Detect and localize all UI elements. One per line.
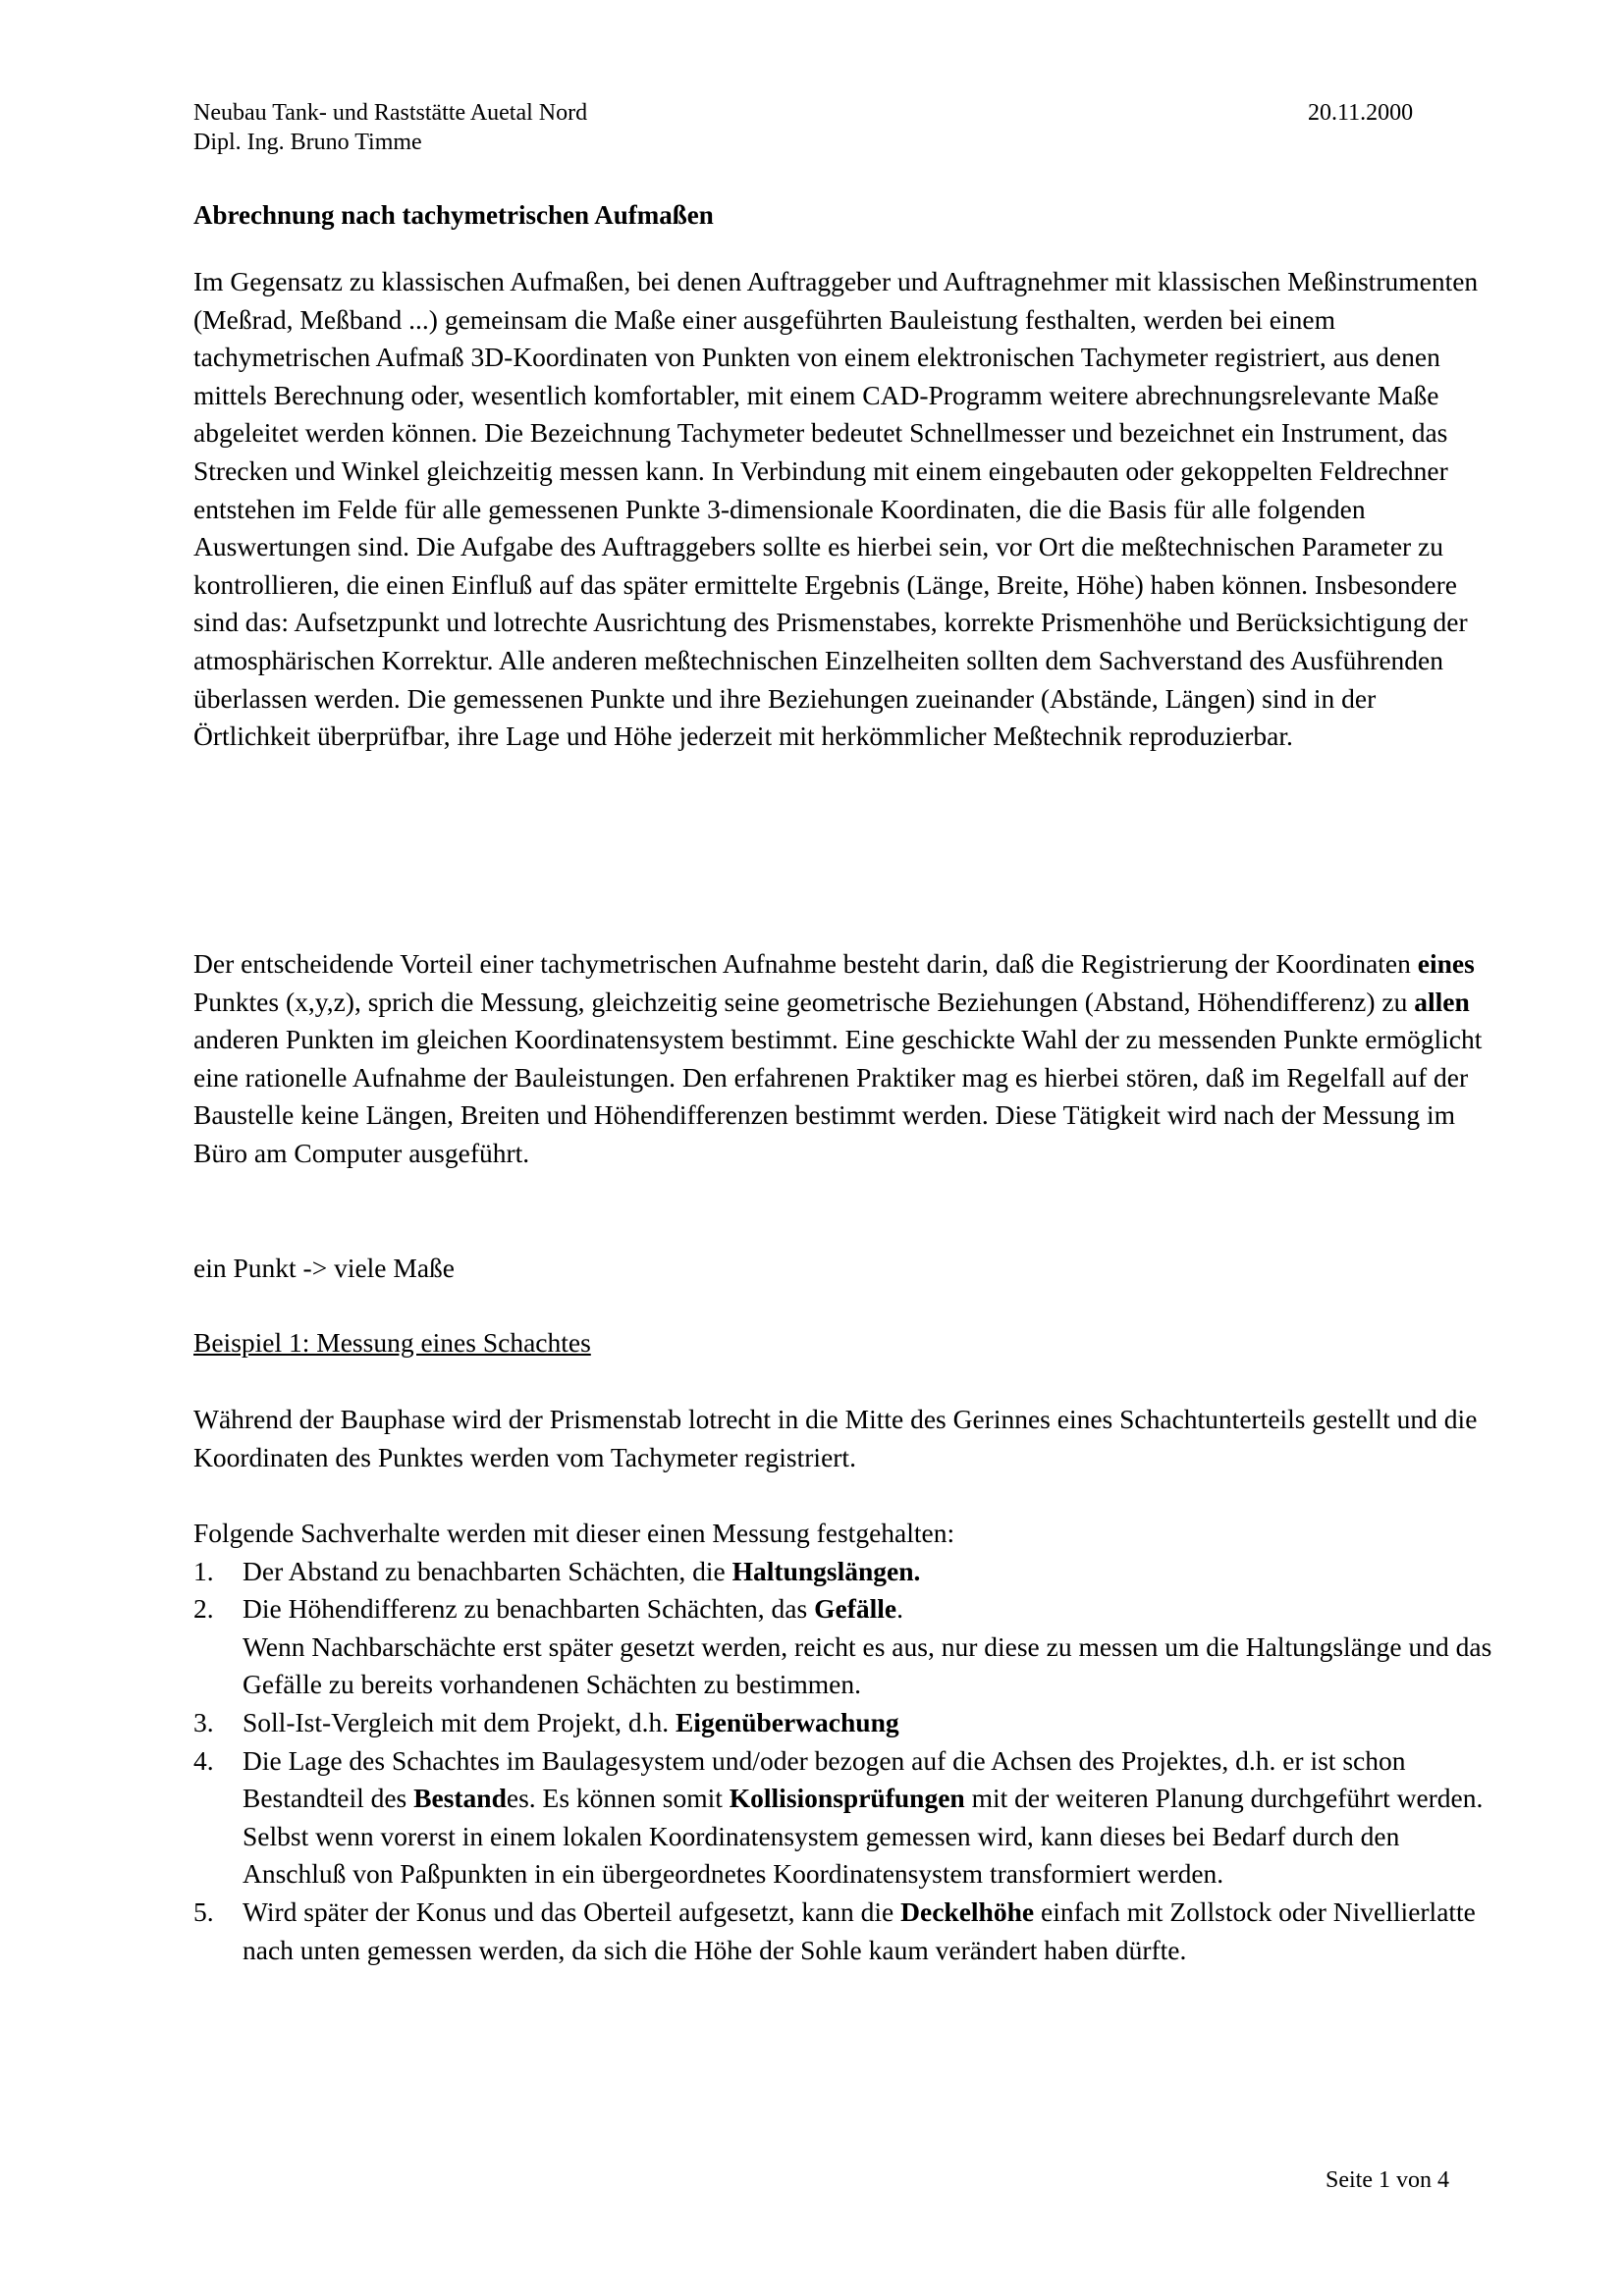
bold-text: Haltungslängen. [731,1555,921,1586]
list-number: 5. [193,1896,214,1927]
text-run: Der Abstand zu benachbarten Schächten, die [243,1555,732,1586]
author-name: Dipl. Ing. Bruno Timme [193,130,422,155]
page-header [193,98,587,157]
findings-list [193,1553,1499,1970]
bold-text: Bestand [413,1783,507,1814]
list-item [193,1553,1499,1591]
list-item [193,1742,1499,1894]
paragraph-intro [193,263,1499,756]
list-number: 1. [193,1555,214,1586]
list-item [193,1590,1499,1704]
text-run: Soll-Ist-Vergleich mit dem Projekt, d.h. [243,1706,676,1737]
list-intro: Folgende Sachverhalte werden mit dieser einen Messung festgehalten: [193,1518,955,1548]
header-date: 20.11.2000 [1308,100,1414,126]
example-paragraph [193,1401,1499,1476]
text-run: Der entscheidende Vorteil einer tachymetrischen Aufnahme besteht darin, daß die Registrierung der Koordinaten [193,948,1418,979]
text-run: es. Es können somit [506,1783,730,1814]
text-run: Wird später der Konus und das Oberteil aufgesetzt, kann die [243,1896,901,1927]
list-item [193,1704,1499,1742]
bold-text: Gefälle [814,1593,897,1625]
paragraph-text: Im Gegensatz zu klassischen Aufmaßen, bei denen Auftraggeber und Auftragnehmer mit klassischen Meßinstrumenten (Meßrad, Meßband ...) gemeinsam die Maße einer ausgeführten Bauleistung festhalten, werden bei einem tachymetrischen Aufmaß 3D-Koordinaten von Punkten von einem elektronischen Tachymeter registriert, aus denen mittels Berechnung oder, wesentlich komfortabler, mit einem CAD-Programm weitere abrechnungsrelevante Maße abgeleitet werden können. Die Bezeichnung Tachymeter bedeutet Schnellmesser und bezeichnet ein Instrument, das Strecken und Winkel gleichzeitig messen kann. In Verbindung mit einem eingebauten oder gekoppelten Feldrechner entstehen im Felde für alle gemessenen Punkte 3-dimensionale Koordinaten, die die Basis für alle folgenden Auswertungen sind. Die Aufgabe des Auftraggebers sollte es hierbei sein, vor Ort die meßtechnischen Parameter zu kontrollieren, die einen Einfluß auf das später ermittelte Ergebnis (Länge, Breite, Höhe) haben können. Insbesondere sind das: Aufsetzpunkt und lotrechte Ausrichtung des Prismenstabes, korrekte Prismenhöhe und Berücksichtigung der atmosphärischen Korrektur. Alle anderen meßtechnischen Einzelheiten sollten dem Sachverstand des Ausführenden überlassen werden. Die gemessenen Punkte und ihre Beziehungen zueinander (Abstände, Längen) sind in der Örtlichkeit überprüfbar, ihre Lage und Höhe jederzeit mit herkömmlicher Meßtechnik reproduzierbar. [193,266,1479,752]
paragraph-text [193,945,1499,1173]
slogan: ein Punkt -> viele Maße [193,1253,456,1283]
list-item [193,1894,1499,1969]
text-run: Die Höhendifferenz zu benachbarten Schächten, das [243,1593,815,1625]
paragraph-text: Während der Bauphase wird der Prismenstab lotrecht in die Mitte des Gerinnes eines Schachtunterteils gestellt und die Koordinaten des Punktes werden vom Tachymeter registriert. [193,1404,1478,1472]
list-number: 2. [193,1593,214,1625]
project-name: Neubau Tank- und Raststätte Auetal Nord [193,100,588,126]
document-title: Abrechnung nach tachymetrischen Aufmaßen [193,200,714,230]
text-run: Punktes (x,y,z), sprich die Messung, gleichzeitig seine geometrische Beziehungen (Abstand, Höhendifferenz) zu [193,986,1415,1017]
bold-text: allen [1414,986,1470,1017]
bold-text: Deckelhöhe [900,1896,1035,1927]
bold-text: Eigenüberwachung [675,1706,899,1737]
bold-text: Kollisionsprüfungen [729,1783,965,1814]
list-number: 3. [193,1706,214,1737]
example-heading: Beispiel 1: Messung eines Schachtes [193,1327,591,1358]
text-run: . [896,1593,903,1625]
text-run: einfach mit Zollstock oder Nivellierlatte nach unten gemessen werden, da sich die Höhe der Sohle kaum verändert haben dürfte. [243,1896,1476,1965]
text-run: anderen Punkten im gleichen Koordinatensystem bestimmt. Eine geschickte Wahl der zu messenden Punkte ermöglicht eine rationelle Aufnahme der Bauleistungen. Den erfahrenen Praktiker mag es hierbei stören, daß im Regelfall auf der Baustelle keine Längen, Breiten und Höhendifferenzen bestimmt werden. Diese Tätigkeit wird nach der Messung im Büro am Computer ausgeführt. [193,1024,1483,1168]
bold-text: eines [1417,948,1475,979]
list-number: 4. [193,1744,214,1776]
text-run: mit der weiteren Planung durchgeführt werden. Selbst wenn vorerst in einem lokalen Koordinatensystem gemessen wird, kann dieses bei Bedarf durch den Anschluß von Paßpunkten in ein übergeordnetes Koordinatensystem transformiert werden. [243,1783,1484,1890]
text-run: Die Lage des Schachtes im Baulagesystem und/oder bezogen auf die Achsen des Projektes, d.h. er ist schon Bestandteil des [243,1744,1406,1814]
text-run: Wenn Nachbarschächte erst später gesetzt werden, reicht es aus, nur diese zu messen um die Haltungslänge und das Gefälle zu bereits vorhandenen Schächten zu bestimmen. [243,1630,1492,1700]
paragraph-advantage [193,945,1499,1173]
page-number: Seite 1 von 4 [1326,2167,1449,2193]
findings-section [193,1515,1499,1969]
